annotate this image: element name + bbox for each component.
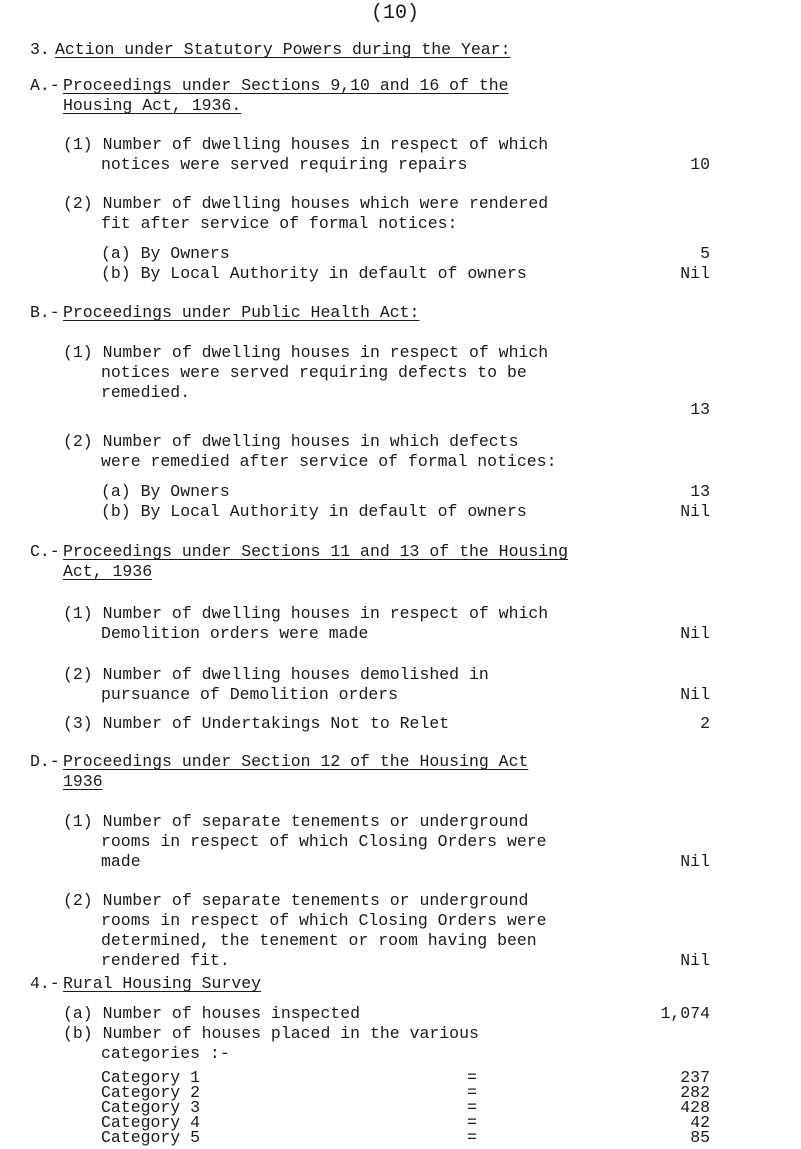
part-d-item1-value: Nil (680, 852, 710, 871)
category-4-label: Category 4 (101, 1113, 201, 1132)
part-d-letter: D.- (30, 752, 60, 771)
part-a-heading-line2: Housing Act, 1936. (63, 96, 242, 115)
section-4-number: 4.- (30, 974, 60, 993)
part-b-item1-line2: notices were served requiring defects to be (101, 363, 527, 382)
section-4-item-b-line2: categories :- (101, 1044, 230, 1063)
part-a-item2b-value: Nil (680, 264, 710, 283)
section-3-heading: Action under Statutory Powers during the Year: (55, 40, 511, 59)
part-c-heading-line2: Act, 1936 (63, 562, 153, 581)
part-c-item2-line2: pursuance of Demolition orders (101, 685, 399, 704)
section-4-item-a-label: (a) Number of houses inspected (63, 1004, 361, 1023)
category-5-value: 85 (690, 1128, 710, 1147)
part-b-item2b-label: (b) By Local Authority in default of owners (101, 502, 527, 521)
part-c-item2-value: Nil (680, 685, 710, 704)
part-a-item2a-value: 5 (700, 244, 710, 263)
part-a-heading-line1: Proceedings under Sections 9,10 and 16 of the (63, 76, 509, 95)
section-3-number: 3. (30, 40, 50, 59)
part-d-heading-line2: 1936 (63, 772, 103, 791)
part-b-item2-line2: were remedied after service of formal notices: (101, 452, 557, 471)
part-c-item3-label: (3) Number of Undertakings Not to Relet (63, 714, 450, 733)
part-d-item2-line2: rooms in respect of which Closing Orders were (101, 911, 547, 930)
category-3-value: 428 (680, 1098, 710, 1117)
category-3-label: Category 3 (101, 1098, 201, 1117)
category-5-label: Category 5 (101, 1128, 201, 1147)
part-a-item1-line2: notices were served requiring repairs (101, 155, 468, 174)
part-a-item2a-label: (a) By Owners (101, 244, 230, 263)
part-a-item2-line2: fit after service of formal notices: (101, 214, 458, 233)
part-a-item2-line1: (2) Number of dwelling houses which were rendered (63, 194, 549, 213)
part-c-heading-line1: Proceedings under Sections 11 and 13 of the Housing (63, 542, 568, 561)
category-1-eq: = (467, 1068, 477, 1087)
part-b-heading: Proceedings under Public Health Act: (63, 303, 420, 322)
page-number: (10) (371, 2, 420, 25)
category-2-value: 282 (680, 1083, 710, 1102)
part-c-item2-line1: (2) Number of dwelling houses demolished in (63, 665, 489, 684)
category-2-label: Category 2 (101, 1083, 201, 1102)
section-4-item-b-line1: (b) Number of houses placed in the various (63, 1024, 479, 1043)
part-a-item1-line1: (1) Number of dwelling houses in respect of which (63, 135, 549, 154)
part-d-item1-line3: made (101, 852, 141, 871)
part-b-item1-line1: (1) Number of dwelling houses in respect of which (63, 343, 549, 362)
part-b-item1-value: 13 (690, 400, 710, 419)
section-4-item-a-value: 1,074 (660, 1004, 710, 1023)
part-d-heading-line1: Proceedings under Section 12 of the Housing Act (63, 752, 529, 771)
part-d-item2-line3: determined, the tenement or room having been (101, 931, 537, 950)
part-c-item1-line1: (1) Number of dwelling houses in respect of which (63, 604, 549, 623)
category-2-eq: = (467, 1083, 477, 1102)
part-c-item1-line2: Demolition orders were made (101, 624, 369, 643)
part-c-item1-value: Nil (680, 624, 710, 643)
part-b-item1-line3: remedied. (101, 383, 191, 402)
part-b-item2a-label: (a) By Owners (101, 482, 230, 501)
part-d-item2-line4: rendered fit. (101, 951, 230, 970)
category-3-eq: = (467, 1098, 477, 1117)
part-c-letter: C.- (30, 542, 60, 561)
part-d-item2-line1: (2) Number of separate tenements or underground (63, 891, 529, 910)
part-d-item2-value: Nil (680, 951, 710, 970)
section-4-heading: Rural Housing Survey (63, 974, 262, 993)
part-c-item3-value: 2 (700, 714, 710, 733)
category-4-eq: = (467, 1113, 477, 1132)
part-b-item2a-value: 13 (690, 482, 710, 501)
category-1-value: 237 (680, 1068, 710, 1087)
part-a-item2b-label: (b) By Local Authority in default of owners (101, 264, 527, 283)
part-d-item1-line1: (1) Number of separate tenements or underground (63, 812, 529, 831)
part-b-item2-line1: (2) Number of dwelling houses in which defects (63, 432, 519, 451)
part-a-letter: A.- (30, 76, 60, 95)
part-b-letter: B.- (30, 303, 60, 322)
part-d-item1-line2: rooms in respect of which Closing Orders were (101, 832, 547, 851)
part-a-item1-value: 10 (690, 155, 710, 174)
part-b-item2b-value: Nil (680, 502, 710, 521)
category-4-value: 42 (690, 1113, 710, 1132)
category-1-label: Category 1 (101, 1068, 201, 1087)
category-5-eq: = (467, 1128, 477, 1147)
